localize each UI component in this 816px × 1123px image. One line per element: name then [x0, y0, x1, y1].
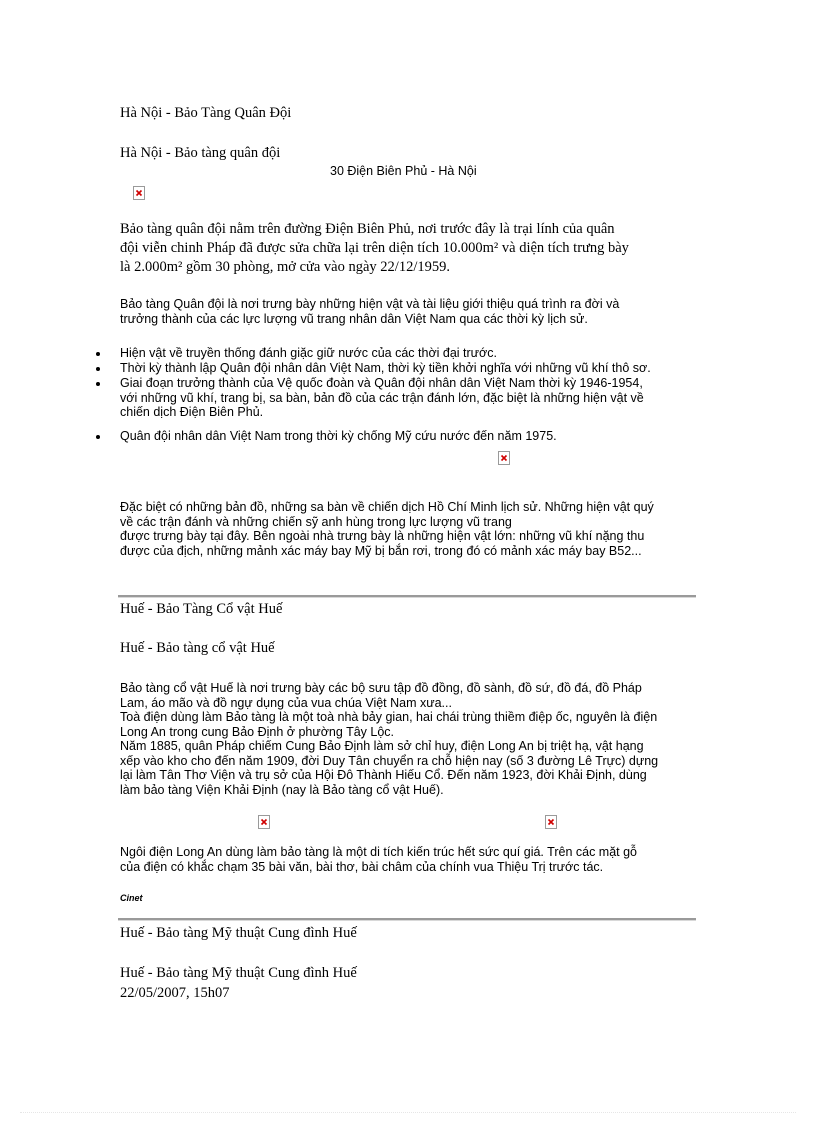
article-1-title: Hà Nội - Bảo Tàng Quân Đội [120, 105, 292, 121]
page-bottom-border [20, 1112, 796, 1113]
article-1-address: 30 Điện Biên Phủ - Hà Nội [330, 164, 477, 178]
article-1-subtitle: Hà Nội - Bảo tàng quân đội [120, 145, 281, 161]
article-2-title: Huế - Bảo Tàng Cổ vật Huế [120, 601, 283, 617]
article-2-subtitle: Huế - Bảo tàng cổ vật Huế [120, 640, 275, 656]
section-divider [118, 595, 696, 598]
paragraph-line: Năm 1885, quân Pháp chiếm Cung Bảo Định làm sở chỉ huy, điện Long An bị triệt hạ, vật hạng [120, 739, 644, 753]
paragraph-line: làm bảo tàng Viện Khải Định (nay là Bảo tàng cổ vật Huế). [120, 782, 444, 797]
bullet-icon [96, 352, 100, 356]
paragraph-line: trưởng thành của các lực lượng vũ trang nhân dân Việt Nam qua các thời kỳ lịch sử. [120, 311, 588, 326]
paragraph-line: về các trận đánh và những chiến sỹ anh hùng trong lực lượng vũ trang [120, 514, 512, 529]
article-3-date: 22/05/2007, 15h07 [120, 985, 230, 1001]
bullet-icon [96, 367, 100, 371]
paragraph-line: Đặc biệt có những bản đồ, những sa bàn về chiến dịch Hồ Chí Minh lịch sử. Những hiện vật quý [120, 500, 654, 514]
list-item-line: với những vũ khí, trang bị, sa bàn, bản đồ của các trận đánh lớn, đặc biệt là những hiện vật về [120, 390, 644, 405]
article-1-highlights [120, 500, 654, 558]
article-1-intro [120, 220, 629, 277]
article-3-title: Huế - Bảo tàng Mỹ thuật Cung đình Huế [120, 925, 357, 941]
paragraph-line: Bảo tàng Quân đội là nơi trưng bày những hiện vật và tài liệu giới thiệu quá trình ra đời và [120, 297, 620, 311]
broken-image-icon [498, 451, 510, 465]
article-1-paragraph [120, 297, 619, 326]
paragraph-line: Lam, áo mão và đồ ngự dụng của vua chúa Việt Nam xưa... [120, 695, 452, 710]
paragraph-line: Long An trong cung Bảo Định ở phường Tây Lộc. [120, 724, 395, 739]
article-2-body [120, 681, 658, 797]
list-item: Quân đội nhân dân Việt Nam trong thời kỳ chống Mỹ cứu nước đến năm 1975. [120, 429, 557, 443]
broken-image-icon [258, 815, 270, 829]
section-divider [118, 918, 696, 921]
article-3-subtitle: Huế - Bảo tàng Mỹ thuật Cung đình Huế [120, 965, 357, 981]
list-item: Hiện vật về truyền thống đánh giặc giữ nước của các thời đại trước. [120, 346, 497, 360]
paragraph-line: Toà điện dùng làm Bảo tàng là một toà nhà bảy gian, hai chái trùng thiềm điệp ốc, nguyên là điện [120, 710, 658, 724]
bullet-icon [96, 382, 100, 386]
paragraph-line: lại làm Tân Thơ Viện và trụ sở của Hội Đô Thành Hiếu Cổ. Đến năm 1923, đời Khải Định, dùng [120, 768, 647, 782]
paragraph-line: Ngôi điện Long An dùng làm bảo tàng là một di tích kiến trúc hết sức quí giá. Trên các mặt gỗ [120, 845, 638, 859]
paragraph-line: của điện có khắc chạm 35 bài văn, bài thơ, bài châm của chính vua Thiệu Trị trước tác. [120, 859, 604, 874]
list-item: Thời kỳ thành lập Quân đội nhân dân Việt Nam, thời kỳ tiền khởi nghĩa với những vũ khí thô sơ. [120, 361, 651, 375]
list-item-line: chiến dịch Điện Biên Phủ. [120, 405, 264, 419]
paragraph-line: được trưng bày tại đây. Bên ngoài nhà trưng bày là những hiện vật lớn: những vũ khí nặng thu [120, 529, 645, 543]
paragraph-line: được của địch, những mảnh xác máy bay Mỹ bị bắn rơi, trong đó có mảnh xác máy bay B52... [120, 543, 642, 558]
intro-line: đội viễn chinh Pháp đã được sửa chữa lại trên diện tích 10.000m² và diện tích trưng bày [120, 240, 629, 256]
list-item-line: Giai đoạn trưởng thành của Vệ quốc đoàn và Quân đội nhân dân Việt Nam thời kỳ 1946-1954, [120, 376, 643, 390]
article-2-paragraph [120, 845, 637, 874]
intro-line: Bảo tàng quân đội nằm trên đường Điện Biên Phủ, nơi trước đây là trại lính của quân [120, 221, 615, 237]
bullet-icon [96, 435, 100, 439]
intro-line: là 2.000m² gồm 30 phòng, mở cửa vào ngày 22/12/1959. [120, 259, 450, 275]
paragraph-line: xếp vào kho cho đến năm 1909, đời Duy Tân chuyển ra chỗ hiện nay (số 3 đường Lê Trực) dựng [120, 753, 659, 768]
paragraph-line: Bảo tàng cổ vật Huế là nơi trưng bày các bộ sưu tập đồ đồng, đồ sành, đồ sứ, đồ đá, đồ Pháp [120, 681, 642, 695]
broken-image-icon [133, 186, 145, 200]
list-item [120, 376, 644, 420]
source-credit: Cinet [120, 893, 143, 903]
broken-image-icon [545, 815, 557, 829]
